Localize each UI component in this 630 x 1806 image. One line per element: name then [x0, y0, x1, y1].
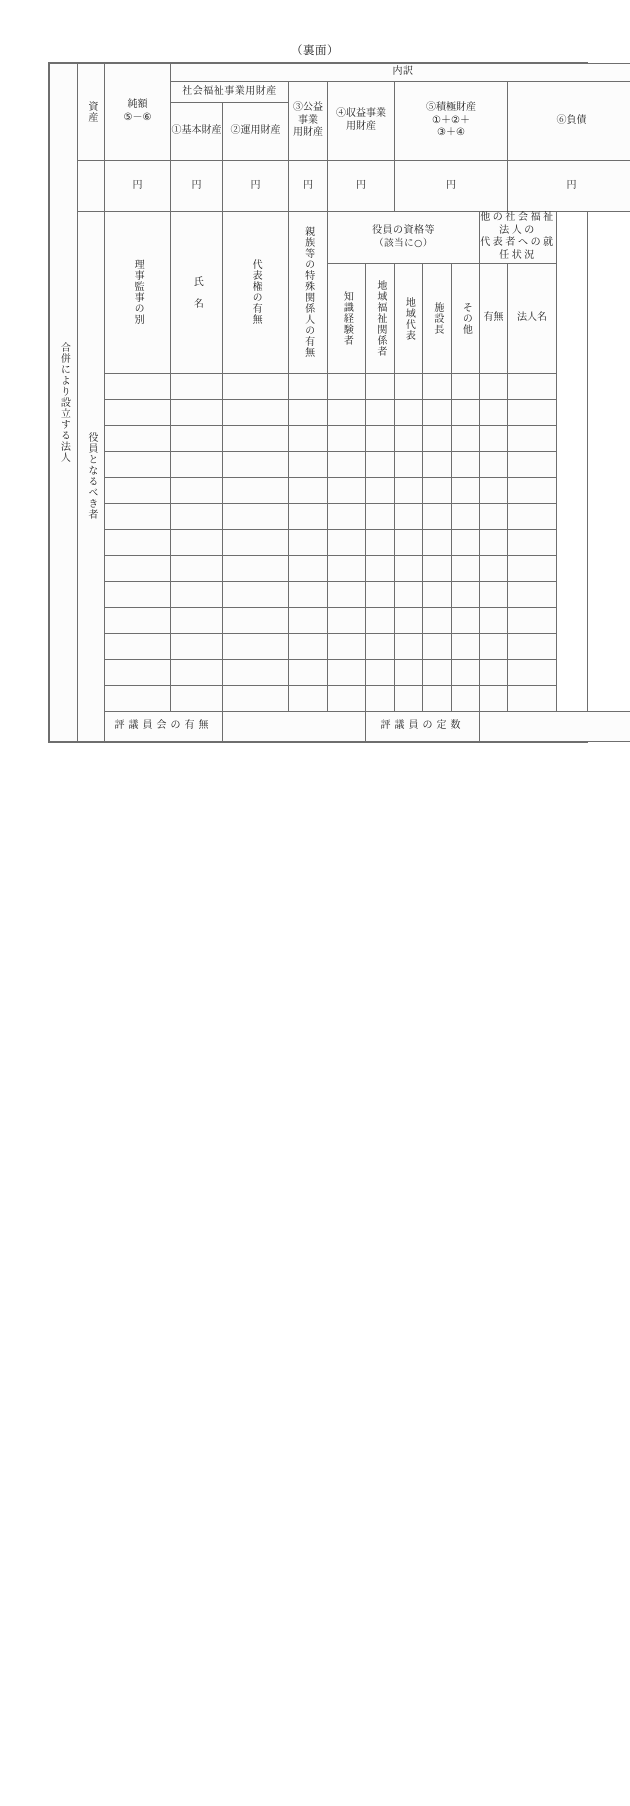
qualification-group-note: （該当に○） — [328, 238, 479, 250]
cell-qualification-community-welfare[interactable] — [366, 504, 395, 530]
cell-other-corp-presence[interactable] — [480, 426, 508, 452]
cell-qualification-knowledge[interactable] — [328, 686, 366, 712]
cell-qualification-knowledge[interactable] — [328, 400, 366, 426]
cell-director-type[interactable] — [105, 556, 171, 582]
cell-qualification-community-rep[interactable] — [395, 582, 423, 608]
cell-qualification-other[interactable] — [452, 426, 480, 452]
cell-qualification-other[interactable] — [452, 400, 480, 426]
cell-qualification-community-welfare[interactable] — [366, 530, 395, 556]
cell-representation-right[interactable] — [223, 400, 289, 426]
qualification-other-header: その他 — [460, 264, 472, 373]
other-corp-group-line2: 代表者への就任状況 — [480, 237, 556, 263]
member-count-value[interactable] — [480, 712, 630, 742]
cell-qualification-community-rep[interactable] — [395, 478, 423, 504]
cell-name[interactable] — [171, 400, 223, 426]
left-side-label: 合併により設立する法人 — [58, 64, 70, 741]
cell-qualification-community-welfare[interactable] — [366, 426, 395, 452]
cell-director-type[interactable] — [105, 634, 171, 660]
cell-qualification-community-rep[interactable] — [395, 556, 423, 582]
other-corp-name-header: 法人名 — [508, 264, 557, 374]
cell-other-corp-name[interactable] — [508, 686, 557, 712]
table-row[interactable] — [50, 374, 630, 400]
cell-name[interactable] — [171, 504, 223, 530]
cell-other-corp-name[interactable] — [508, 400, 557, 426]
cell-director-type[interactable] — [105, 426, 171, 452]
qualification-knowledge-header-cell — [328, 264, 366, 374]
page-header-note: （裏面） — [0, 42, 630, 58]
cell-qualification-knowledge[interactable] — [328, 608, 366, 634]
cell-representation-right[interactable] — [223, 660, 289, 686]
cell-qualification-facility-head[interactable] — [423, 426, 452, 452]
cell-other-corp-name[interactable] — [508, 374, 557, 400]
cell-director-type[interactable] — [105, 530, 171, 556]
cell-director-type[interactable] — [105, 686, 171, 712]
cell-other-corp-name[interactable] — [508, 530, 557, 556]
cell-qualification-facility-head[interactable] — [423, 660, 452, 686]
cell-representation-right[interactable] — [223, 686, 289, 712]
cell-qualification-community-rep[interactable] — [395, 634, 423, 660]
cell-other-corp-presence[interactable] — [480, 660, 508, 686]
cell-qualification-other[interactable] — [452, 608, 480, 634]
cell-other-corp-name[interactable] — [508, 556, 557, 582]
profit-line1: ④収益事業 — [328, 108, 394, 121]
cell-representation-right[interactable] — [223, 634, 289, 660]
cell-name[interactable] — [171, 556, 223, 582]
cell-relative-relation[interactable] — [289, 608, 328, 634]
cell-qualification-community-rep[interactable] — [395, 426, 423, 452]
cell-relative-relation[interactable] — [289, 582, 328, 608]
cell-representation-right[interactable] — [223, 374, 289, 400]
cell-qualification-other[interactable] — [452, 634, 480, 660]
cell-qualification-knowledge[interactable] — [328, 530, 366, 556]
cell-qualification-other[interactable] — [452, 478, 480, 504]
public-interest-line1: ③公益事業 — [289, 102, 327, 128]
cell-qualification-facility-head[interactable] — [423, 556, 452, 582]
cell-representation-right[interactable] — [223, 530, 289, 556]
cell-other-corp-name[interactable] — [508, 426, 557, 452]
cell-qualification-community-welfare[interactable] — [366, 582, 395, 608]
cell-qualification-other[interactable] — [452, 374, 480, 400]
cell-qualification-knowledge[interactable] — [328, 452, 366, 478]
qualification-community-rep-header: 地域代表 — [403, 264, 415, 373]
name-header: 氏 名 — [191, 212, 203, 373]
cell-representation-right[interactable] — [223, 504, 289, 530]
cell-qualification-other[interactable] — [452, 504, 480, 530]
positive-line1: ⑤積極財産 — [395, 102, 507, 115]
cell-other-corp-presence[interactable] — [480, 608, 508, 634]
cell-relative-relation[interactable] — [289, 504, 328, 530]
cell-qualification-community-welfare[interactable] — [366, 686, 395, 712]
cell-qualification-knowledge[interactable] — [328, 660, 366, 686]
profit-business-assets-header — [328, 82, 395, 161]
cell-director-type[interactable] — [105, 504, 171, 530]
cell-other-corp-name[interactable] — [508, 608, 557, 634]
profit-line2: 用財産 — [328, 121, 394, 134]
cell-qualification-community-welfare[interactable] — [366, 452, 395, 478]
cell-other-corp-name[interactable] — [508, 634, 557, 660]
cell-relative-relation[interactable] — [289, 556, 328, 582]
liabilities-value[interactable]: 円 — [508, 161, 630, 212]
cell-director-type[interactable] — [105, 374, 171, 400]
positive-assets-header — [395, 82, 508, 161]
cell-qualification-facility-head[interactable] — [423, 530, 452, 556]
cell-qualification-community-welfare[interactable] — [366, 478, 395, 504]
table-row[interactable] — [50, 504, 630, 530]
cell-representation-right[interactable] — [223, 556, 289, 582]
operating-assets-value[interactable]: 円 — [223, 161, 289, 212]
net-amount-value[interactable]: 円 — [105, 161, 171, 212]
operating-assets-header: ②運用財産 — [223, 103, 289, 161]
liabilities-header: ⑥負債 — [508, 82, 630, 161]
board-presence-value[interactable] — [223, 712, 366, 742]
qualification-community-rep-header-cell — [395, 264, 423, 374]
cell-qualification-other[interactable] — [452, 556, 480, 582]
table-row[interactable] — [50, 478, 630, 504]
table-row[interactable] — [50, 400, 630, 426]
representation-right-header: 代表権の有無 — [249, 259, 262, 325]
cell-qualification-facility-head[interactable] — [423, 504, 452, 530]
cell-name[interactable] — [171, 530, 223, 556]
net-amount-header — [105, 64, 171, 161]
cell-qualification-facility-head[interactable] — [423, 374, 452, 400]
director-type-header: 理事監事の別 — [131, 259, 144, 325]
cell-other-corp-name[interactable] — [508, 478, 557, 504]
qualification-other-header-cell — [452, 264, 480, 374]
cell-director-type[interactable] — [105, 452, 171, 478]
qualification-facility-head-header: 施設長 — [431, 264, 443, 373]
merger-form-table — [48, 62, 588, 743]
cell-name[interactable] — [171, 452, 223, 478]
cell-name[interactable] — [171, 374, 223, 400]
cell-qualification-community-rep[interactable] — [395, 400, 423, 426]
assets-values-row-spacer — [78, 161, 105, 212]
director-type-header-cell — [105, 211, 171, 373]
assets-breakdown-row — [50, 64, 630, 82]
cell-qualification-community-rep[interactable] — [395, 686, 423, 712]
cell-qualification-facility-head[interactable] — [423, 582, 452, 608]
officers-side-label-cell — [78, 211, 105, 741]
cell-name[interactable] — [171, 660, 223, 686]
cell-relative-relation[interactable] — [289, 426, 328, 452]
other-corp-group-line1: 他の社会福祉法人の — [480, 212, 556, 238]
cell-qualification-other[interactable] — [452, 686, 480, 712]
cell-relative-relation[interactable] — [289, 452, 328, 478]
cell-representation-right[interactable] — [223, 452, 289, 478]
cell-qualification-community-rep[interactable] — [395, 452, 423, 478]
cell-qualification-knowledge[interactable] — [328, 556, 366, 582]
table-row[interactable] — [50, 660, 630, 686]
officers-side-label: 役員となるべき者 — [85, 212, 97, 741]
officers-group-header-row — [50, 211, 630, 263]
qualification-group-title: 役員の資格等 — [328, 225, 479, 238]
public-interest-line2: 用財産 — [289, 127, 327, 140]
qualification-community-welfare-header-cell — [366, 264, 395, 374]
qualification-group-header — [328, 211, 480, 263]
cell-relative-relation[interactable] — [289, 530, 328, 556]
cell-relative-relation[interactable] — [289, 374, 328, 400]
board-presence-label: 評議員会の有無 — [105, 712, 223, 742]
cell-qualification-other[interactable] — [452, 582, 480, 608]
cell-qualification-community-welfare[interactable] — [366, 400, 395, 426]
form-grid — [49, 63, 630, 742]
positive-line2: ①＋②＋ — [395, 115, 507, 128]
cell-other-corp-presence[interactable] — [480, 400, 508, 426]
cell-representation-right[interactable] — [223, 478, 289, 504]
cell-director-type[interactable] — [105, 478, 171, 504]
cell-director-type[interactable] — [105, 582, 171, 608]
qualification-knowledge-header: 知識経験者 — [341, 264, 353, 373]
cell-representation-right[interactable] — [223, 582, 289, 608]
other-corp-group-header — [480, 211, 557, 263]
cell-other-corp-presence[interactable] — [480, 530, 508, 556]
representation-right-header-cell — [223, 211, 289, 373]
cell-qualification-other[interactable] — [452, 452, 480, 478]
cell-other-corp-name[interactable] — [508, 660, 557, 686]
table-row[interactable] — [50, 530, 630, 556]
cell-representation-right[interactable] — [223, 426, 289, 452]
table-row[interactable] — [50, 452, 630, 478]
council-footer-row — [50, 712, 630, 742]
table-row[interactable] — [50, 426, 630, 452]
cell-qualification-community-welfare[interactable] — [366, 556, 395, 582]
cell-qualification-community-rep[interactable] — [395, 504, 423, 530]
cell-qualification-knowledge[interactable] — [328, 426, 366, 452]
cell-qualification-facility-head[interactable] — [423, 634, 452, 660]
table-row[interactable] — [50, 556, 630, 582]
cell-other-corp-presence[interactable] — [480, 686, 508, 712]
other-corp-presence-header: 有無 — [480, 264, 508, 374]
table-row[interactable] — [50, 608, 630, 634]
table-row[interactable] — [50, 634, 630, 660]
cell-other-corp-presence[interactable] — [480, 504, 508, 530]
assets-row-label-cell — [78, 64, 105, 161]
relative-relation-header: 親族等の特殊関係人の有無 — [301, 226, 314, 358]
public-interest-assets-value[interactable]: 円 — [289, 161, 328, 212]
cell-name[interactable] — [171, 686, 223, 712]
qualification-community-welfare-header: 地域福祉関係者 — [374, 264, 386, 373]
profit-business-assets-value[interactable]: 円 — [328, 161, 395, 212]
cell-other-corp-name[interactable] — [508, 582, 557, 608]
cell-relative-relation[interactable] — [289, 478, 328, 504]
cell-other-corp-presence[interactable] — [480, 556, 508, 582]
cell-qualification-community-rep[interactable] — [395, 530, 423, 556]
relative-relation-header-cell — [289, 211, 328, 373]
net-amount-line1: 純額 — [105, 99, 170, 112]
cell-qualification-community-rep[interactable] — [395, 660, 423, 686]
cell-director-type[interactable] — [105, 608, 171, 634]
member-count-label: 評議員の定数 — [366, 712, 480, 742]
public-interest-assets-header — [289, 82, 328, 161]
cell-qualification-facility-head[interactable] — [423, 608, 452, 634]
cell-qualification-knowledge[interactable] — [328, 374, 366, 400]
basic-assets-header: ①基本財産 — [171, 103, 223, 161]
cell-qualification-community-rep[interactable] — [395, 374, 423, 400]
net-amount-line2: ⑤－⑥ — [105, 112, 170, 125]
cell-other-corp-presence[interactable] — [480, 582, 508, 608]
cell-qualification-community-welfare[interactable] — [366, 374, 395, 400]
cell-relative-relation[interactable] — [289, 660, 328, 686]
cell-name[interactable] — [171, 478, 223, 504]
cell-name[interactable] — [171, 608, 223, 634]
cell-director-type[interactable] — [105, 400, 171, 426]
cell-other-corp-presence[interactable] — [480, 634, 508, 660]
cell-director-type[interactable] — [105, 660, 171, 686]
name-header-cell — [171, 211, 223, 373]
cell-qualification-community-rep[interactable] — [395, 608, 423, 634]
table-row[interactable] — [50, 582, 630, 608]
cell-qualification-facility-head[interactable] — [423, 400, 452, 426]
cell-representation-right[interactable] — [223, 608, 289, 634]
left-side-label-cell — [50, 64, 78, 742]
positive-assets-value[interactable]: 円 — [395, 161, 508, 212]
cell-relative-relation[interactable] — [289, 686, 328, 712]
breakdown-group-header: 内訳 — [171, 64, 630, 82]
cell-qualification-community-welfare[interactable] — [366, 634, 395, 660]
cell-name[interactable] — [171, 426, 223, 452]
table-row[interactable] — [50, 686, 630, 712]
assets-values-row — [50, 161, 630, 212]
cell-qualification-community-welfare[interactable] — [366, 660, 395, 686]
cell-other-corp-name[interactable] — [508, 452, 557, 478]
cell-relative-relation[interactable] — [289, 400, 328, 426]
basic-assets-value[interactable]: 円 — [171, 161, 223, 212]
cell-qualification-knowledge[interactable] — [328, 582, 366, 608]
cell-other-corp-presence[interactable] — [480, 374, 508, 400]
cell-other-corp-presence[interactable] — [480, 452, 508, 478]
cell-other-corp-presence[interactable] — [480, 478, 508, 504]
cell-qualification-other[interactable] — [452, 530, 480, 556]
cell-relative-relation[interactable] — [289, 634, 328, 660]
welfare-business-group-header: 社会福祉事業用財産 — [171, 82, 289, 103]
cell-qualification-facility-head[interactable] — [423, 452, 452, 478]
cell-other-corp-name[interactable] — [508, 504, 557, 530]
cell-name[interactable] — [171, 582, 223, 608]
cell-name[interactable] — [171, 634, 223, 660]
cell-qualification-other[interactable] — [452, 660, 480, 686]
cell-qualification-community-welfare[interactable] — [366, 608, 395, 634]
positive-line3: ③＋④ — [395, 127, 507, 140]
cell-qualification-knowledge[interactable] — [328, 478, 366, 504]
qualification-facility-head-header-cell — [423, 264, 452, 374]
cell-qualification-facility-head[interactable] — [423, 478, 452, 504]
cell-qualification-knowledge[interactable] — [328, 504, 366, 530]
cell-qualification-knowledge[interactable] — [328, 634, 366, 660]
assets-row-label: 資産 — [85, 64, 97, 160]
cell-qualification-facility-head[interactable] — [423, 686, 452, 712]
